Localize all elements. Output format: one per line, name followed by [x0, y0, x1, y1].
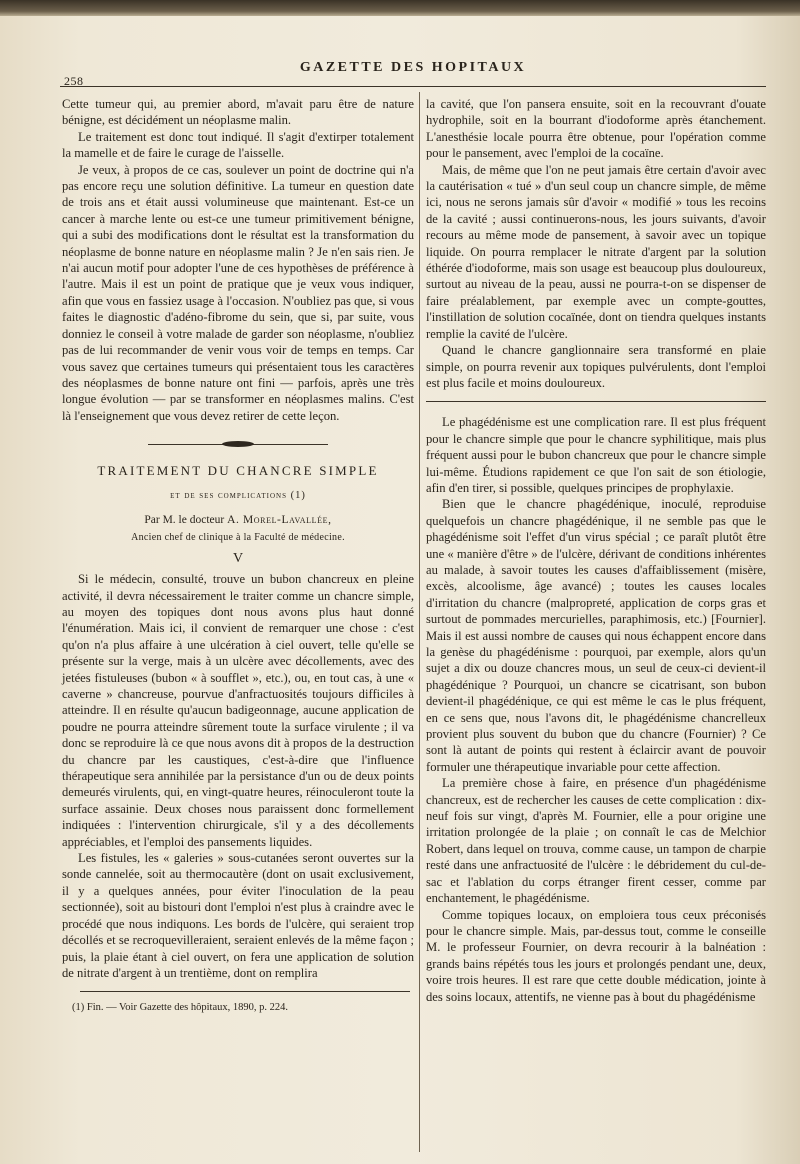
column-divider: [419, 92, 420, 1152]
byline: [62, 512, 414, 528]
body-paragraph: Comme topiques locaux, on emploiera tous ceux préconisés pour le chancre simple. Mais, par-dessus tout, comme le conseille M. le professeur Fournier, on devra recourir à la balnéation : grands bains répétés tous les jours et prolongés pendant une, deux, voire trois heures. Il est rare que cette double médication, jointe à des soins locaux, attentifs, ne vienne pas à bout du phagédénisme: [426, 907, 766, 1004]
body-paragraph: Bien que le chancre phagédénique, inoculé, reproduise quelquefois un chancre phagédénique, il ne semble pas que le phagédénisme soit l'effet d'un virus spécial ; ce paraît plutôt être une « manière d'être » de l'ulcère, dérivant de conditions inhérentes au malade, à savoir toutes les causes d'affaiblissement (misère, excès, alcoolisme, âge avancé) ; toutes les causes locales d'irritation du chancre (malpropreté, application de corps gras et surtout de pommades mercurielles, paraphimosis, etc.) [Fournier]. Mais il est aussi nombre de causes qui nous échappent encore dans la genèse du phagédénisme : pourquoi, par exemple, alors qu'un sujet a dix ou douze chancres mous, un seul de ceux-ci devient-il phagédénique ? Pourquoi, un chancre se cicatrisant, son bubon devient-il phagédénique, ce qui est même le cas le plus fréquent, en ce sens que, nous l'avons dit, le phagédénisme chancrelleux provient plus souvent du bubon que du chancre (Fournier) ? Ce sont là autant de points qui restent à éclaircir avant de pouvoir formuler une thérapeutique invariable pour cette affection.: [426, 497, 766, 774]
article-subtitle: et de ses complications (1): [170, 489, 306, 501]
body-paragraph: Les fistules, les « galeries » sous-cutanées seront ouvertes sur la sonde cannelée, soit au thermocautère (dont on usait exclusivement, il y a quelques années, pour éviter l'inoculation de la peau sectionnée), soit au bistouri dont l'emploi n'est plus à craindre avec le procédé que nous indiquons. Les bords de l'ulcère, qui seraient trop décollés et se recroquevilleraient, seraient enlevés de la même façon ; puis, la plaie étant à ciel ouvert, on fera une application de solution de nitrate d'argent à un trentième, dont on remplira: [62, 851, 414, 980]
author-affiliation: Ancien chef de clinique à la Faculté de médecine.: [131, 532, 345, 544]
section-number: V: [232, 550, 244, 566]
body-paragraph: Si le médecin, consulté, trouve un bubon chancreux en pleine activité, il devra nécessairement le traiter comme un chancre simple, au moyen des topiques dont nous avons plus haut donné l'énumération. Mais ici, il convient de remarquer une chose : c'est qu'on n'a plus affaire à une ulcération à ciel ouvert, telle qu'elle se présente sur la verge, mais à un ulcère avec décollements, avec des jetées fistuleuses (bubon « à soufflet », etc.), ou, en tout cas, à une « caverne » chancreuse, pourvue d'anfractuosités toujours difficiles à atteindre. Il en résulte qu'aucun badigeonnage, aucune application de poudre ne pourra atteindre sûrement toute la surface virulente ; il va donc se reproduire là ce que nous avons dit à propos de la destruction du chancre par les caustiques, c'est-à-dire que l'influence thérapeutique sera annihilée par la persistance d'un ou de deux points demeurés virulents, qui, en vingt-quatre heures, réinoculeront toute la surface assainie. Deux choses nous paraissent donc formellement indiquées : l'intervention chirurgicale, s'il y a des décollements appréciables, et l'emploi des pansements liquides.: [62, 572, 414, 849]
intro-paragraph: Cette tumeur qui, au premier abord, m'avait paru être de nature bénigne, est décidément un néoplasme malin.: [62, 97, 414, 128]
spacer: [426, 402, 766, 414]
page-header: [60, 58, 766, 88]
page-top-edge: [0, 0, 800, 16]
intro-paragraph: Le traitement est donc tout indiqué. Il s'agit d'extirper totalement la mamelle et de faire le curage de l'aisselle.: [62, 129, 414, 161]
right-column: [426, 96, 766, 1005]
section-separator: [148, 440, 328, 449]
byline-prefix: Par M. le docteur: [144, 513, 228, 526]
footnote: (1) Fin. — Voir Gazette des hôpitaux, 1890, p. 224.: [72, 1002, 289, 1014]
body-paragraph: Quand le chancre ganglionnaire sera transformé en plaie simple, on pourra revenir aux topiques pulvérulents, dont l'emploi est plus facile et moins douloureux.: [426, 343, 766, 390]
body-paragraph: la cavité, que l'on pansera ensuite, soit en la recouvrant d'ouate hydrophile, soit en la bourrant d'iodoforme après étanchement. L'anesthésie locale pourra être obtenue, pour l'opération comme pour le pansement, avec l'emploi de la cocaïne.: [426, 97, 766, 161]
footnote-rule: [80, 991, 410, 992]
author-name: A. Morel-Lavallée,: [227, 513, 332, 526]
header-rule: [60, 86, 766, 87]
body-paragraph: Le phagédénisme est une complication rare. Il est plus fréquent pour le chancre simple que pour le chancre syphilitique, mais plus fréquent aussi pour le bubon chancreux que pour le chancre simple lui-même. Étudions rapidement ce que l'on sait de son étiologie, afin d'en tirer, si possible, quelques principes de prophylaxie.: [426, 415, 766, 495]
body-paragraph: Mais, de même que l'on ne peut jamais être certain d'avoir avec la cautérisation « tué » d'un seul coup un chancre simple, de même ici, nous ne serons jamais sûr d'avoir « modifié » tous les recoins de la cavité ; aussi continuerons-nous, les jours suivants, d'avoir recours au même mode de pansement, à savoir avec un topique liquide. On pourra remplacer le nitrate d'argent par la solution éthérée d'iodoforme, mais son usage est beaucoup plus douloureux, surtout au niveau de la peau, aussi ne pourra-t-on se dispenser de faire préalablement, par exemple avec un compte-gouttes, l'instillation de solution cocaïnée, dont on tiendra quelques instants remplie la cavité de l'ulcère.: [426, 162, 766, 341]
body-paragraph: La première chose à faire, en présence d'un phagédénisme chancreux, est de rechercher les causes de cette complication : dix-neuf fois sur vingt, d'après M. Fournier, elle a pour origine une irritation prolongée de la plaie ; on connaît le cas de Melchior Robert, dans lequel on trouva, comme cause, un tampon de charpie resté dans une anfractuosité de l'ulcère : le débridement du cul-de-sac et l'ablation du corps étranger firent cesser, comme par enchantement, le phagédénisme.: [426, 776, 766, 906]
article-title: TRAITEMENT DU CHANCRE SIMPLE: [97, 463, 379, 479]
left-column: [62, 96, 414, 1017]
journal-title: GAZETTE DES HOPITAUX: [299, 60, 527, 75]
intro-paragraph: Je veux, à propos de ce cas, soulever un point de doctrine qui n'a pas encore reçu une solution définitive. La tumeur en question date de trois ans et était aussi volumineuse que maintenant. Est-ce un cancer à marche lente ou est-ce une tumeur primitivement bénigne, qui a subi des modifications dont le résultat est la transformation du néoplasme de bonne nature en néoplasme malin ? Je n'en sais rien. Je n'ai aucun motif pour adopter l'une de ces hypothèses de préférence à l'autre. Mais il est un point de pratique que je veux vous indiquer, afin que vous en fassiez usage à l'occasion. N'oubliez pas que, si vous faites le diagnostic d'adéno-fibrome du sein, que si, par suite, vous donniez le conseil à votre malade de garder son néoplasme, n'oubliez pas de lui recommander de venir vous voir de temps en temps. Car vous savez que certaines tumeurs qui présentaient tous les caractères des néoplasmes de bonne nature ont fini — parfois, après une très longue évolution — par se transformer en néoplasmes malins. C'est là l'enseignement que vous devez retirer de cette leçon.: [62, 162, 414, 423]
page-number: 258: [64, 74, 84, 88]
